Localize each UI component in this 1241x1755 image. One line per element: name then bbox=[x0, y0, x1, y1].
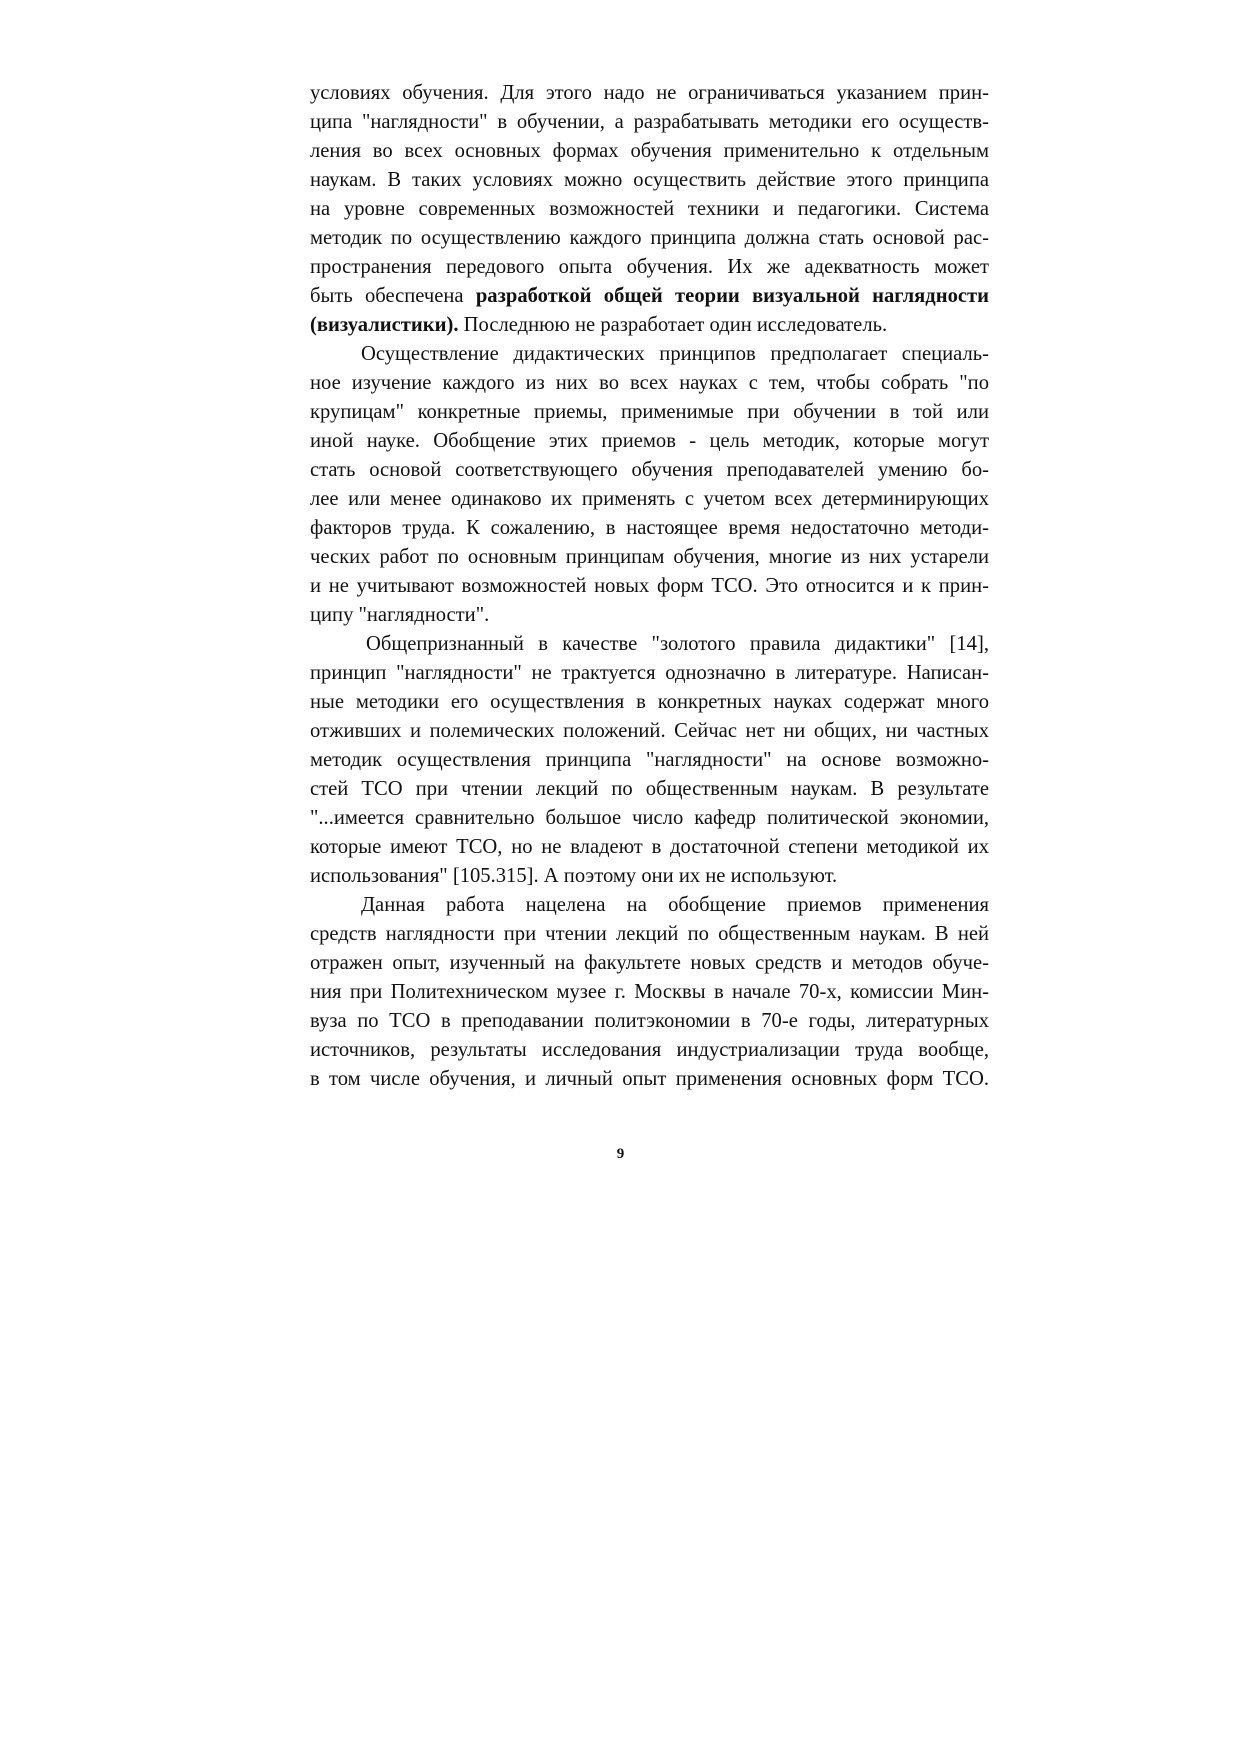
text-line: наукам. В таких условиях можно осуществить действие этого принципа bbox=[310, 169, 989, 191]
text-line: ления во всех основных формах обучения применительно к отдельным bbox=[310, 140, 989, 162]
text-line: факторов труда. К сожалению, в настоящее время недостаточно методи- bbox=[310, 517, 989, 539]
text-line: в том числе обучения, и личный опыт применения основных форм ТСО. bbox=[310, 1068, 989, 1090]
text-line: Данная работа нацелена на обобщение приемов применения bbox=[361, 894, 989, 916]
text-line: ческих работ по основным принципам обучения, многие из них устарели bbox=[310, 546, 989, 568]
text-line: отражен опыт, изученный на факультете новых средств и методов обуче- bbox=[310, 952, 989, 974]
text-line: использования" [105.315]. А поэтому они их не используют. bbox=[310, 865, 838, 887]
text-line: Осуществление дидактических принципов предполагает специаль- bbox=[361, 343, 989, 365]
text-line bbox=[310, 282, 989, 311]
text-run: быть обеспечена bbox=[310, 285, 476, 307]
text-line: средств наглядности при чтении лекций по общественным наукам. В ней bbox=[310, 923, 989, 945]
paragraph-1 bbox=[310, 79, 989, 340]
text-line: Общепризнанный в качестве "золотого правила дидактики" [14], bbox=[366, 633, 989, 655]
text-line: источников, результаты исследования индустриализации труда вообще, bbox=[310, 1039, 989, 1061]
text-line: методик осуществления принципа "наглядности" на основе возможно- bbox=[310, 749, 989, 771]
text-line: принцип "наглядности" не трактуется однозначно в литературе. Написан- bbox=[310, 662, 989, 684]
text-line: отживших и полемических положений. Сейчас нет ни общих, ни частных bbox=[310, 720, 989, 742]
text-line: которые имеют ТСО, но не владеют в достаточной степени методикой их bbox=[310, 836, 989, 858]
text-line: лее или менее одинаково их применять с учетом всех детерминирующих bbox=[310, 488, 989, 510]
bold-text: (визуалистики). bbox=[310, 314, 459, 336]
text-line: ципу "наглядности". bbox=[310, 604, 490, 626]
text-run: Последнюю не разработает один исследователь. bbox=[458, 314, 888, 336]
text-line: методик по осуществлению каждого принципа должна стать основой рас- bbox=[310, 227, 989, 249]
text-line: "...имеется сравнительно большое число кафедр политической экономии, bbox=[310, 807, 989, 829]
text-line: ные методики его осуществления в конкретных науках содержат много bbox=[310, 691, 989, 713]
text-line: крупицам" конкретные приемы, применимые при обучении в той или bbox=[310, 401, 989, 423]
paragraph-4 bbox=[310, 891, 989, 1094]
text-line: и не учитывают возможностей новых форм ТСО. Это относится и к прин- bbox=[310, 575, 989, 597]
text-line: стей ТСО при чтении лекций по общественным наукам. В результате bbox=[310, 778, 989, 800]
text-line: ния при Политехническом музее г. Москвы в начале 70-х, комиссии Мин- bbox=[310, 981, 989, 1003]
text-line: ное изучение каждого из них во всех науках с тем, чтобы собрать "по bbox=[310, 372, 989, 394]
paragraph-3 bbox=[310, 630, 989, 891]
text-line: пространения передового опыта обучения. Их же адекватность может bbox=[310, 256, 989, 278]
text-line: стать основой соответствующего обучения преподавателей умению бо- bbox=[310, 459, 989, 481]
text-line: вуза по ТСО в преподавании политэкономии в 70-е годы, литературных bbox=[310, 1010, 989, 1032]
text-line: на уровне современных возможностей техники и педагогики. Система bbox=[310, 198, 989, 220]
paragraph-2 bbox=[310, 340, 989, 630]
text-line: условиях обучения. Для этого надо не ограничиваться указанием прин- bbox=[310, 82, 989, 104]
text-line: ципа "наглядности" в обучении, а разрабатывать методики его осуществ- bbox=[310, 111, 989, 133]
document-page bbox=[310, 79, 989, 1094]
bold-text: разработкой общей теории визуальной наглядности bbox=[475, 285, 989, 307]
text-line: иной науке. Обобщение этих приемов - цель методик, которые могут bbox=[310, 430, 989, 452]
text-line bbox=[310, 311, 989, 340]
page-number: 9 bbox=[616, 1146, 625, 1162]
